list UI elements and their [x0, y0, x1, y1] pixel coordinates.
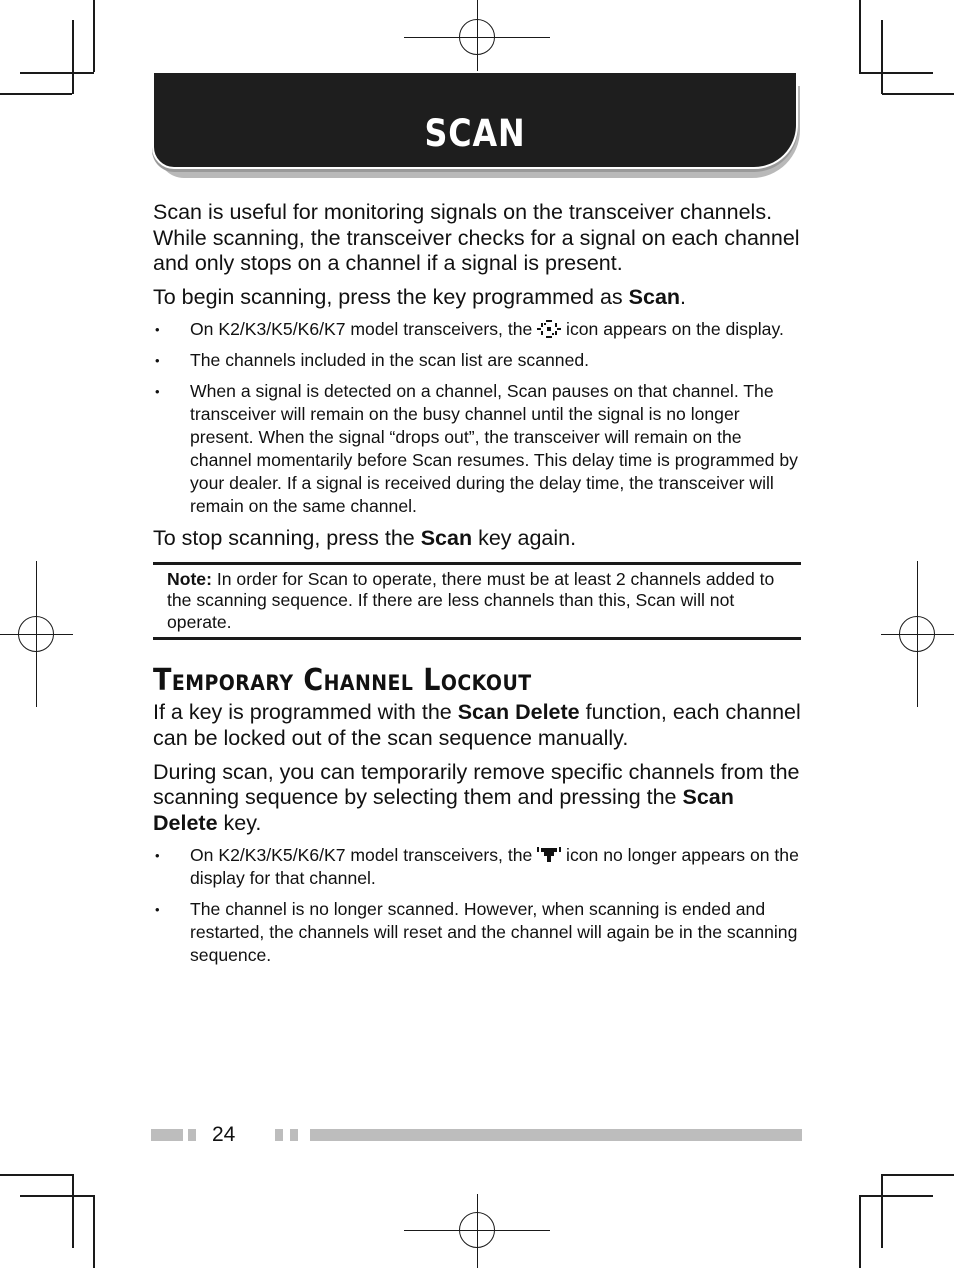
list-item: • When a signal is detected on a channel, Scan pauses on that channel. The transceiver will remain on the busy channel until the signal is no longer present. When the signal “drops out”, the transceiver will remain on the channel momentarily before Scan resumes. This delay time is programmed by your dealer. If a signal is received during the delay time, the transceiver will remain on the same channel.	[155, 381, 798, 517]
section-heading: Temporary Channel Lockout	[153, 663, 532, 699]
scan-delete-key-label: Scan Delete	[153, 785, 734, 835]
stop-scan-paragraph: To stop scanning, press the Scan key again.	[153, 526, 577, 551]
scan-icon	[537, 320, 561, 338]
footer-bar-segment	[310, 1129, 802, 1141]
footer-bar-segment	[151, 1129, 183, 1141]
scan-delete-key-label: Scan Delete	[457, 700, 580, 725]
begin-scan-paragraph: To begin scanning, press the key programmed as Scan.	[153, 284, 687, 309]
note-text: In order for Scan to operate, there must be at least 2 channels added to the scanning sequence. If there are less channels than this, Scan will not operate.	[167, 568, 775, 632]
list-item: • The channels included in the scan list are scanned.	[155, 350, 590, 371]
list-item: • On K2/K3/K5/K6/K7 model transceivers, the icon appears on the display.	[155, 319, 784, 340]
lockout-paragraph-1: If a key is programmed with the Scan Delete function, each channel can be locked out of the scan sequence manually.	[153, 700, 801, 751]
footer-bar-segment	[275, 1129, 283, 1141]
scan-bullet-list	[153, 318, 801, 518]
lockout-bullet-list	[153, 844, 801, 967]
scan-key-label: Scan	[420, 526, 473, 551]
list-item: • The channel is no longer scanned. However, when scanning is ended and restarted, the channels will reset and the channel will again be in the scanning sequence.	[155, 899, 798, 966]
footer-bar-segment	[188, 1129, 196, 1141]
page-number: 24	[212, 1123, 236, 1146]
main-content	[153, 200, 801, 975]
note-box	[153, 562, 801, 641]
footer-bar-segment	[290, 1129, 298, 1141]
list-item: • On K2/K3/K5/K6/K7 model transceivers, the icon no longer appears on the display for that channel.	[155, 845, 799, 889]
lockout-paragraph-2: During scan, you can temporarily remove specific channels from the scanning sequence by selecting them and pressing the Scan Delete key.	[153, 759, 800, 835]
scan-key-label: Scan	[628, 284, 681, 309]
intro-paragraph: Scan is useful for monitoring signals on the transceiver channels. While scanning, the transceiver checks for a signal on each channel and only stops on a channel if a signal is present.	[153, 200, 800, 276]
page-title: SCAN	[424, 112, 526, 155]
channel-add-icon	[537, 846, 561, 864]
note-label: Note:	[167, 568, 212, 589]
